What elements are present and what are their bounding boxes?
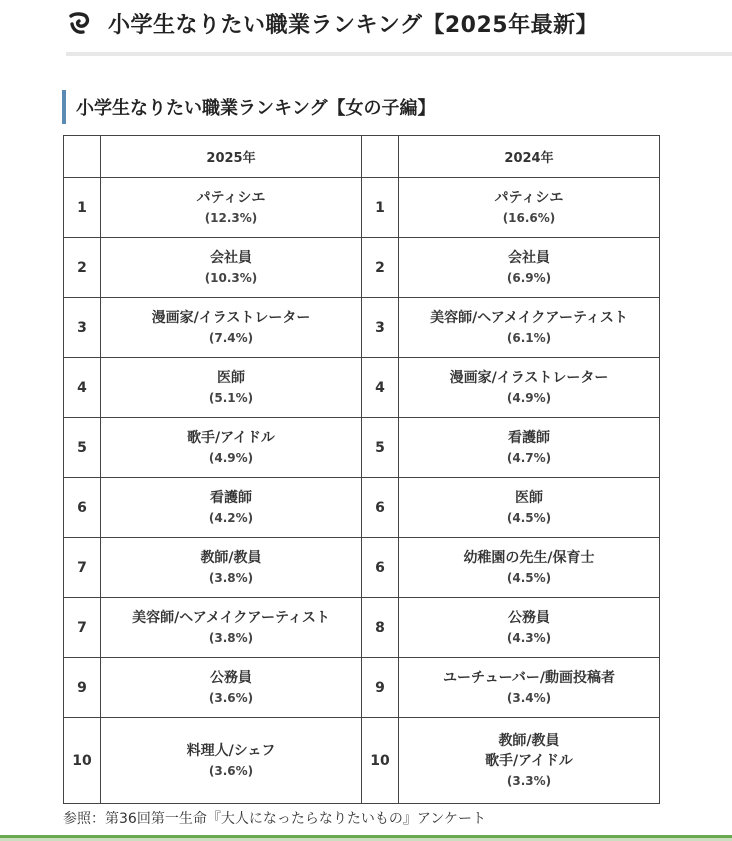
- occupation-percentage: (4.7%): [506, 450, 552, 465]
- column-header-2024: 2024年: [399, 136, 660, 178]
- occupation-name: 公務員: [210, 669, 252, 686]
- rank-2025-cell: 1: [64, 178, 101, 238]
- occupation-2024-cell: [399, 658, 660, 718]
- rank-2025-cell: 5: [64, 418, 101, 478]
- occupation-percentage: (3.4%): [506, 690, 552, 705]
- rank-2025-cell: 10: [64, 718, 101, 804]
- occupation-2024-cell: [399, 358, 660, 418]
- occupation-2025-cell: [101, 718, 362, 804]
- occupation-percentage: (3.3%): [506, 773, 552, 788]
- occupation-percentage: (5.1%): [208, 390, 254, 405]
- occupation-name: 教師/教員: [498, 732, 560, 749]
- occupation-2025-cell: [101, 418, 362, 478]
- rank-2025-cell: 6: [64, 478, 101, 538]
- column-header-2025: 2025年: [101, 136, 362, 178]
- table-row: [64, 178, 660, 238]
- occupation-name: パティシエ: [196, 189, 266, 206]
- occupation-name: 医師: [515, 489, 543, 506]
- rank-2025-cell: 7: [64, 538, 101, 598]
- occupation-name: 医師: [217, 369, 245, 386]
- header-blank-cell: [362, 136, 399, 178]
- rank-2024-cell: 5: [362, 418, 399, 478]
- occupation-2025-cell: [101, 658, 362, 718]
- occupation-name: 美容師/ヘアメイクアーティスト: [430, 309, 628, 326]
- occupation-2024-cell: [399, 598, 660, 658]
- page-title: 小学生なりたい職業ランキング【2025年最新】: [108, 12, 599, 38]
- occupation-percentage: (6.1%): [506, 330, 552, 345]
- rank-2025-cell: 7: [64, 598, 101, 658]
- table-row: [64, 238, 660, 298]
- swirl-logo-icon: [66, 10, 92, 36]
- occupation-name: 会社員: [508, 249, 550, 266]
- rank-2024-cell: 9: [362, 658, 399, 718]
- occupation-2024-cell: [399, 418, 660, 478]
- occupation-name: 漫画家/イラストレーター: [151, 309, 311, 326]
- occupation-percentage: (4.5%): [506, 570, 552, 585]
- rank-2024-cell: 3: [362, 298, 399, 358]
- occupation-2024-cell: [399, 238, 660, 298]
- occupation-percentage: (12.3%): [204, 210, 258, 225]
- occupation-2025-cell: [101, 358, 362, 418]
- section-heading: [62, 90, 435, 124]
- rank-2024-cell: 2: [362, 238, 399, 298]
- rank-2024-cell: 6: [362, 538, 399, 598]
- occupation-2024-cell: [399, 718, 660, 804]
- occupation-2025-cell: [101, 538, 362, 598]
- occupation-percentage: (10.3%): [204, 270, 258, 285]
- occupation-percentage: (4.9%): [506, 390, 552, 405]
- occupation-name: 美容師/ヘアメイクアーティスト: [132, 609, 330, 626]
- occupation-name: 会社員: [210, 249, 252, 266]
- occupation-percentage: (3.8%): [208, 570, 254, 585]
- occupation-2025-cell: [101, 478, 362, 538]
- occupation-2024-cell: [399, 178, 660, 238]
- rank-2025-cell: 4: [64, 358, 101, 418]
- ranking-table-body: [64, 178, 660, 804]
- occupation-percentage: (4.9%): [208, 450, 254, 465]
- occupation-percentage: (4.3%): [506, 630, 552, 645]
- rank-2024-cell: 8: [362, 598, 399, 658]
- occupation-percentage: (7.4%): [208, 330, 254, 345]
- table-row: [64, 598, 660, 658]
- occupation-name: ユーチューバー/動画投稿者: [443, 669, 615, 686]
- occupation-percentage: (3.8%): [208, 630, 254, 645]
- occupation-name: 幼稚園の先生/保育士: [463, 549, 595, 566]
- occupation-name: 漫画家/イラストレーター: [449, 369, 609, 386]
- table-row: [64, 418, 660, 478]
- rank-2024-cell: 10: [362, 718, 399, 804]
- occupation-percentage: (4.2%): [208, 510, 254, 525]
- rank-2025-cell: 2: [64, 238, 101, 298]
- table-row: [64, 478, 660, 538]
- occupation-name: 歌手/アイドル: [485, 752, 573, 769]
- table-row: [64, 718, 660, 804]
- occupation-name: 教師/教員: [200, 549, 262, 566]
- rank-2024-cell: 4: [362, 358, 399, 418]
- occupation-name: 歌手/アイドル: [187, 429, 275, 446]
- source-citation: 参照：第36回第一生命『大人になったらなりたいもの』アンケート: [63, 811, 486, 827]
- occupation-name: 看護師: [508, 429, 550, 446]
- occupation-2025-cell: [101, 298, 362, 358]
- table-row: [64, 538, 660, 598]
- occupation-2025-cell: [101, 598, 362, 658]
- table-header-row: [64, 136, 660, 178]
- rank-2024-cell: 1: [362, 178, 399, 238]
- occupation-percentage: (3.6%): [208, 763, 254, 778]
- table-row: [64, 298, 660, 358]
- occupation-2024-cell: [399, 538, 660, 598]
- rank-2025-cell: 3: [64, 298, 101, 358]
- occupation-name: 公務員: [508, 609, 550, 626]
- occupation-percentage: (4.5%): [506, 510, 552, 525]
- occupation-2024-cell: [399, 478, 660, 538]
- occupation-percentage: (16.6%): [502, 210, 556, 225]
- occupation-name: 料理人/シェフ: [186, 742, 276, 759]
- occupation-name: パティシエ: [494, 189, 564, 206]
- table-row: [64, 358, 660, 418]
- occupation-percentage: (3.6%): [208, 690, 254, 705]
- occupation-2025-cell: [101, 238, 362, 298]
- table-row: [64, 658, 660, 718]
- ranking-table: [63, 135, 660, 804]
- rank-2024-cell: 6: [362, 478, 399, 538]
- occupation-name: 看護師: [210, 489, 252, 506]
- page-header: [66, 0, 732, 56]
- occupation-percentage: (6.9%): [506, 270, 552, 285]
- occupation-2025-cell: [101, 178, 362, 238]
- rank-2025-cell: 9: [64, 658, 101, 718]
- section-title: 小学生なりたい職業ランキング【女の子編】: [76, 98, 436, 119]
- occupation-2024-cell: [399, 298, 660, 358]
- header-blank-cell: [64, 136, 101, 178]
